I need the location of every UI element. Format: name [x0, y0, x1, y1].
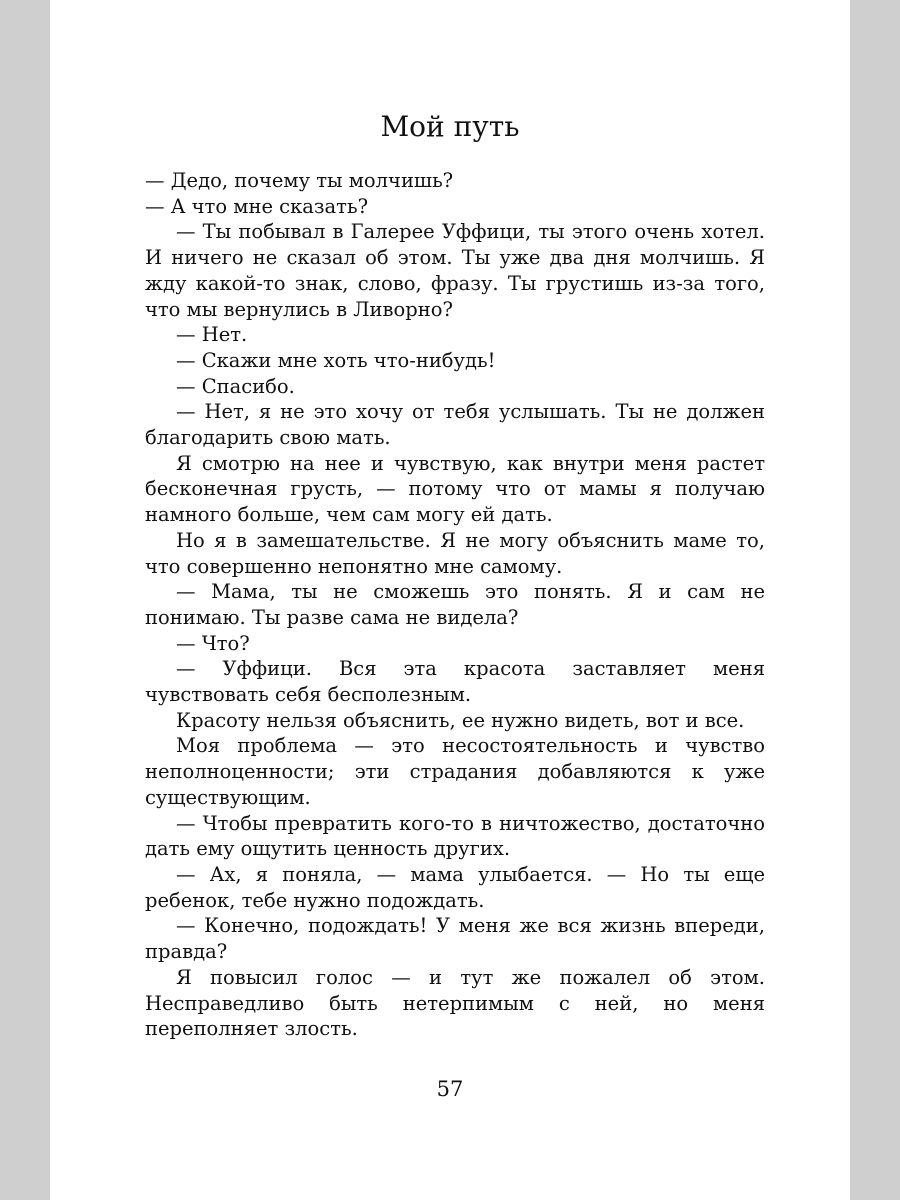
paragraph: Красоту нельзя объяснить, ее нужно видеть, вот и все. — [176, 708, 745, 732]
body-text — [145, 168, 765, 1042]
paragraph: — Скажи мне хоть что-нибудь! — [176, 348, 496, 372]
paragraph: — Нет, я не это хочу от тебя услышать. Ты не должен благодарить свою мать. — [145, 400, 765, 450]
paragraph: Моя проблема — это несостоятельность и чувство неполноценности; эти страдания добавляются к уже существующим. — [145, 734, 765, 809]
paragraph: — Мама, ты не сможешь это понять. Я и сам не понимаю. Ты разве сама не видела? — [145, 580, 765, 629]
book-page — [50, 0, 850, 1200]
paragraph: — Ты побывал в Галерее Уффици, ты этого очень хотел. И ничего не сказал об этом. Ты уже два дня молчишь. Я жду какой-то знак, слово, фразу. Ты грустишь из-за того, что мы вернулись в Ливорно? — [145, 220, 765, 321]
paragraph: Я смотрю на нее и чувствую, как внутри меня растет бесконечная грусть, — потому что от мамы я получаю намного больше, чем сам могу ей дать. — [145, 451, 765, 527]
chapter-title: Мой путь — [380, 110, 520, 143]
paragraph: — Уффици. Вся эта красота заставляет меня чувствовать себя бесполезным. — [145, 657, 765, 707]
paragraph: — Что? — [176, 631, 250, 655]
paragraph: — Чтобы превратить кого-то в ничтожество, достаточно дать ему ощутить ценность других. — [145, 811, 765, 861]
paragraph: — Конечно, подождать! У меня же вся жизнь впереди, правда? — [145, 914, 765, 964]
paragraph: — Нет. — [176, 323, 248, 347]
page-number: 57 — [436, 1077, 464, 1101]
paragraph: — Ах, я поняла, — мама улыбается. — Но ты еще ребенок, тебе нужно подождать. — [145, 862, 765, 912]
paragraph: — Дедо, почему ты молчишь? — [145, 169, 454, 192]
paragraph: Но я в замешательстве. Я не могу объяснить маме то, что совершенно непонятно мне самому. — [145, 528, 765, 578]
paragraph: — А что мне сказать? — [145, 194, 369, 218]
paragraph: Я повысил голос — и тут же пожалел об этом. Несправедливо быть нетерпимым с ней, но меня переполняет злость. — [145, 965, 765, 1041]
paragraph: — Спасибо. — [176, 374, 295, 398]
